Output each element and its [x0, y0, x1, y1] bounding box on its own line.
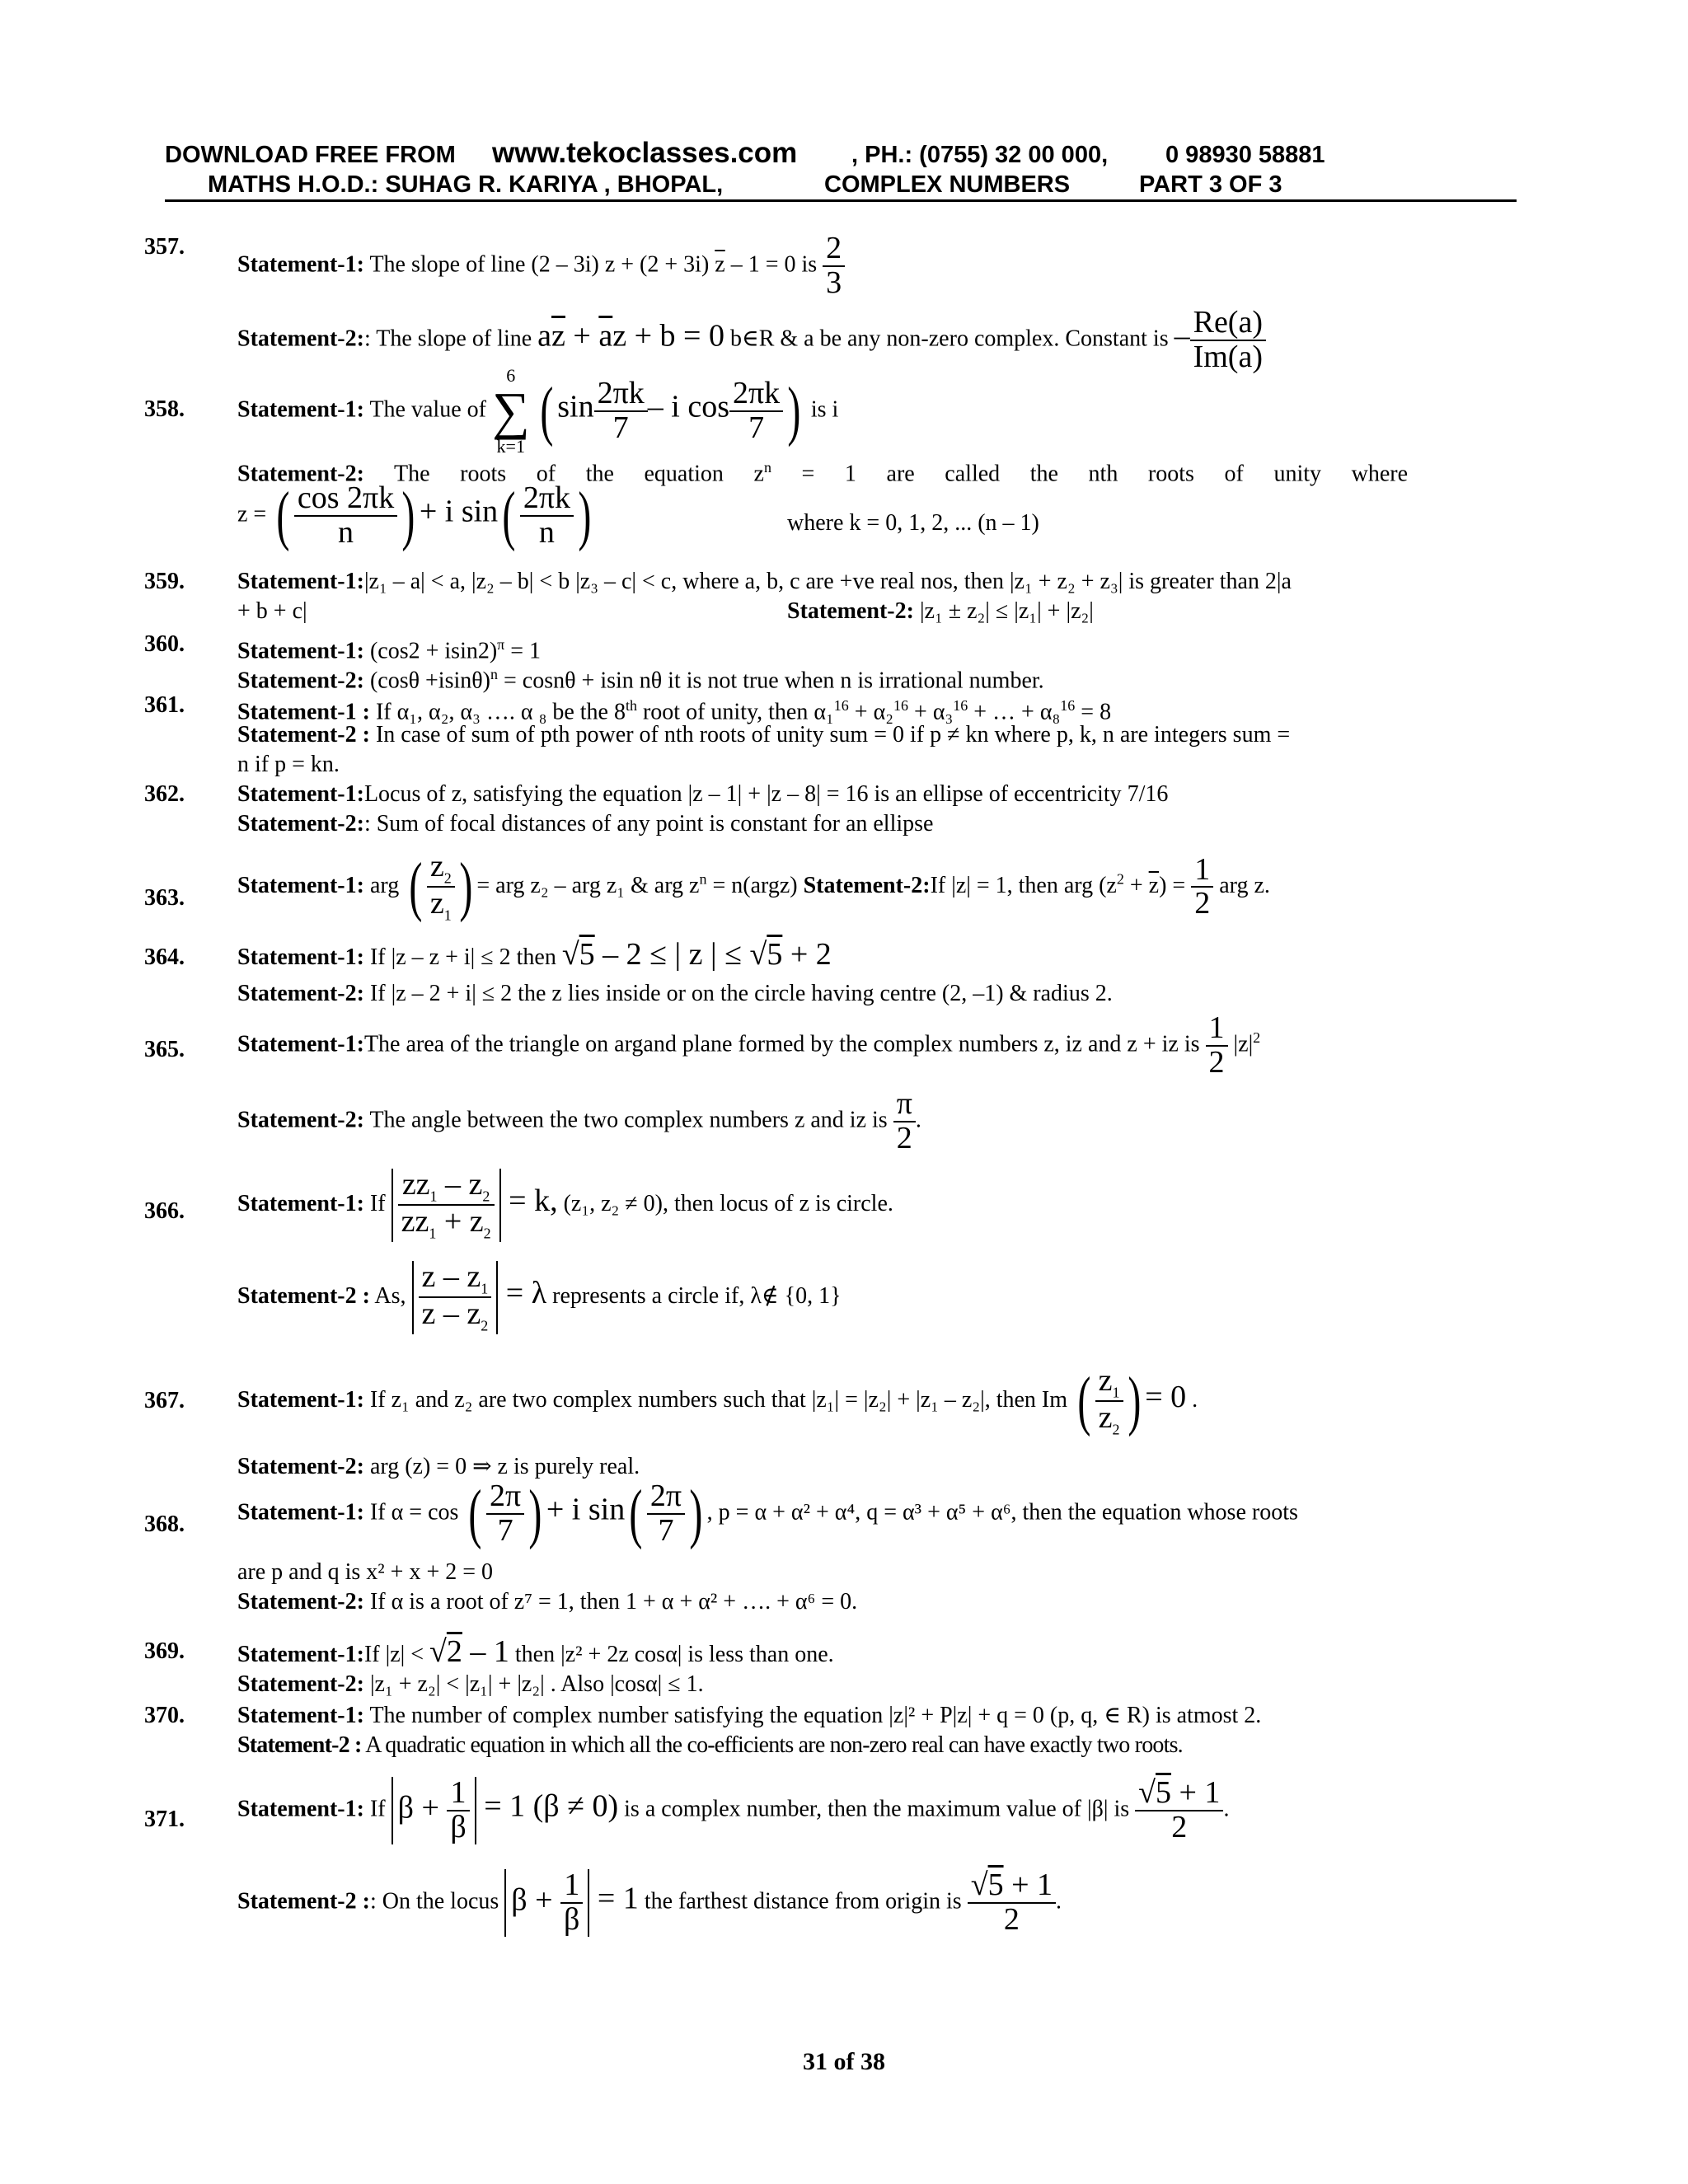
statement-2-range: where k = 0, 1, 2, ... (n – 1) — [787, 510, 1039, 536]
statement-2: Statement-2: If |z – 2 + i| ≤ 2 the z lies inside or on the circle having centre (2, –1) & radius 2. — [237, 981, 1113, 1006]
statement-2: Statement-2: |z₁ ± z₂| ≤ |z₁| + |z₂| — [787, 598, 1094, 624]
header-topic-text: COMPLEX NUMBERS — [824, 171, 1071, 198]
fraction-2-3: $\frac{2}{3}$ — [823, 232, 845, 300]
statement-1-continued: + b + c| — [237, 598, 307, 624]
fraction-re-im: $\frac{Re(a)}{Im(a)}$ — [1190, 307, 1266, 374]
statement-1: Statement-1:|z₁ – a| < a, |z₂ – b| < b |z₃ – c| < c, where a, b, c are +ve real nos, then |z₁ + z₂ + z₃| is greater than 2|a — [237, 569, 1292, 594]
question-number: 366. — [144, 1198, 185, 1224]
statement-1: Statement-1 : If α₁, α₂, α₃ …. α ₈ be the 8th root of unity, then α₁$^{16}$ + α₂$^{16}$ + α₃$^{16}$ + … + α₈$^{16}$ = 8 — [237, 697, 1112, 725]
statement-2: Statement-2: |z₁ + z₂| < |z₁| + |z₂| . Also |cosα| ≤ 1. — [237, 1671, 704, 1697]
page-number: 31 of 38 — [803, 2048, 885, 2075]
statement-1: Statement-1: $(\cos 2 + isin2)^\pi = 1$ — [237, 636, 542, 664]
summation-symbol: 6 ∑ k=1 — [491, 365, 530, 457]
header-phone2-text: 0 98930 58881 — [1165, 142, 1325, 168]
statement-2: Statement-2:: Sum of focal distances of any point is constant for an ellipse — [237, 811, 934, 837]
line-equation: $a\overline{z} + \overline{a}z + b = 0$ — [537, 318, 724, 354]
header-download-text: DOWNLOAD FREE FROM — [165, 142, 456, 168]
statement-2: Statement-2: arg (z) = 0 ⇒ z is purely real. — [237, 1454, 640, 1479]
statement-1: Statement-1: arg ( $\frac{z_2}{z_1}$ ) = arg z₂ – arg z₁ & arg $z^n$ = n(argz) Statement-2:If |z| = 1, then arg $(z^2 + \overline{z})$ = $\frac{1}{2}$ arg z. — [237, 849, 1270, 925]
question-number: 358. — [144, 396, 185, 422]
question-number: 362. — [144, 781, 185, 807]
statement-1: Statement-1: If β + $\frac{1}{\beta}$ = 1 (β ≠ 0) is a complex number, then the maximum value of |β| is $\frac{√5 + 1}{2}$ . — [237, 1775, 1230, 1844]
statement-1: Statement-1: The value of 6 ∑ k=1 ( sin $\frac{2\pi k}{7}$ – i cos $\frac{2\pi k}{7}$ ) is i — [237, 365, 839, 457]
statement-2: Statement-2: The roots of the equation $z^n = 1$ are called the nth roots of unity where — [237, 459, 1408, 487]
question-number: 369. — [144, 1638, 185, 1664]
question-number: 360. — [144, 631, 185, 657]
statement-1: Statement-1:If |z| < √2 – 1 then |z² + 2z cosα| is less than one. — [237, 1634, 834, 1669]
header-phone-text: , PH.: (0755) 32 00 000, — [851, 142, 1109, 168]
header-part-text: PART 3 OF 3 — [1139, 171, 1282, 198]
question-number: 367. — [144, 1388, 185, 1413]
statement-1: Statement-1: The number of complex number satisfying the equation |z|² + P|z| + q = 0 (p, q, ∈ R) is atmost 2. — [237, 1703, 1262, 1728]
statement-1: Statement-1: If α = cos ( $\frac{2\pi}{7}$ ) + i sin( $\frac{2\pi}{7}$ ) , p = α + α² + α⁴, q = α³ + α⁵ + α⁶, then the equation whose roots — [237, 1477, 1298, 1550]
question-number: 368. — [144, 1511, 185, 1537]
statement-2: Statement-2 :: On the locus β + $\frac{1}{\beta}$ = 1 the farthest distance from origin is $\frac{√5 + 1}{2}$ . — [237, 1868, 1062, 1937]
question-number: 363. — [144, 885, 185, 911]
header-website-link[interactable]: www.tekoclasses.com — [492, 137, 798, 169]
statement-2-continued: n if p = kn. — [237, 752, 340, 777]
statement-2: Statement-2 : As, $\frac{z - z_1}{z - z_2}$ = λ represents a circle if, λ∉ {0, 1} — [237, 1259, 842, 1335]
statement-2: Statement-2: If α is a root of z⁷ = 1, then 1 + α + α² + …. + α⁶ = 0. — [237, 1589, 858, 1615]
question-number: 371. — [144, 1807, 185, 1832]
statement-1: Statement-1: If z₁ and z₂ are two complex numbers such that |z₁| = |z₂| + |z₁ – z₂|, then Im ( $\frac{z_1}{z_2}$ ) = 0 . — [237, 1363, 1198, 1439]
header-hod-text: MATHS H.O.D.: SUHAG R. KARIYA , BHOPAL, — [208, 171, 724, 198]
statement-1-continued: are p and q is x² + x + 2 = 0 — [237, 1559, 494, 1585]
question-number: 357. — [144, 234, 185, 260]
statement-1: Statement-1:The area of the triangle on argand plane formed by the complex numbers z, iz and z + iz is $\frac{1}{2}$ $|z|^2$ — [237, 1010, 1261, 1080]
statement-1: Statement-1: If |z – z + i| ≤ 2 then √5 – 2 ≤ | z | ≤ √5 + 2 — [237, 937, 832, 972]
statement-1: Statement-1: If $\frac{zz_1 - z_2}{zz_1 + z_2}$ = k, (z₁, z₂ ≠ 0), then locus of z is circle. — [237, 1167, 893, 1243]
question-number: 365. — [144, 1037, 185, 1062]
statement-2: Statement-2: The angle between the two complex numbers z and iz is $\frac{\pi}{2}$ . — [237, 1086, 921, 1155]
question-number: 370. — [144, 1703, 185, 1728]
statement-2: Statement-2: $(\cos\theta +isin\theta)^n = \cos n\theta + isin$ nθ it is not true when n is irrational number. — [237, 666, 1044, 694]
statement-1: Statement-1:Locus of z, satisfying the equation |z – 1| + |z – 8| = 16 is an ellipse of eccentricity 7/16 — [237, 781, 1169, 807]
statement-2: Statement-2 : A quadratic equation in which all the co-efficients are non-zero real can have exactly two roots. — [237, 1732, 1183, 1758]
statement-2: Statement-2 : In case of sum of pth power of nth roots of unity sum = 0 if p ≠ kn where p, k, n are integers sum = — [237, 722, 1291, 748]
statement-1: Statement-1: The slope of line (2 – 3i) z + (2 + 3i) $\overline{z} - 1 = 0$ is $\frac{2}{3}$ — [237, 232, 845, 300]
statement-2: Statement-2:: The slope of line $a\overline{z} + \overline{a}z + b = 0$ b∈R & a be any non-zero complex. Constant is – $\frac{Re(a)}{Im(a)}$ — [237, 307, 1266, 374]
question-number: 361. — [144, 692, 185, 718]
question-number: 364. — [144, 944, 185, 970]
header-rule — [165, 199, 1517, 202]
statement-2-formula: z = ( $\frac{\cos 2\pi k}{n}$ ) + i sin( $\frac{2\pi k}{n}$ ) — [237, 479, 592, 552]
question-number: 359. — [144, 569, 185, 594]
